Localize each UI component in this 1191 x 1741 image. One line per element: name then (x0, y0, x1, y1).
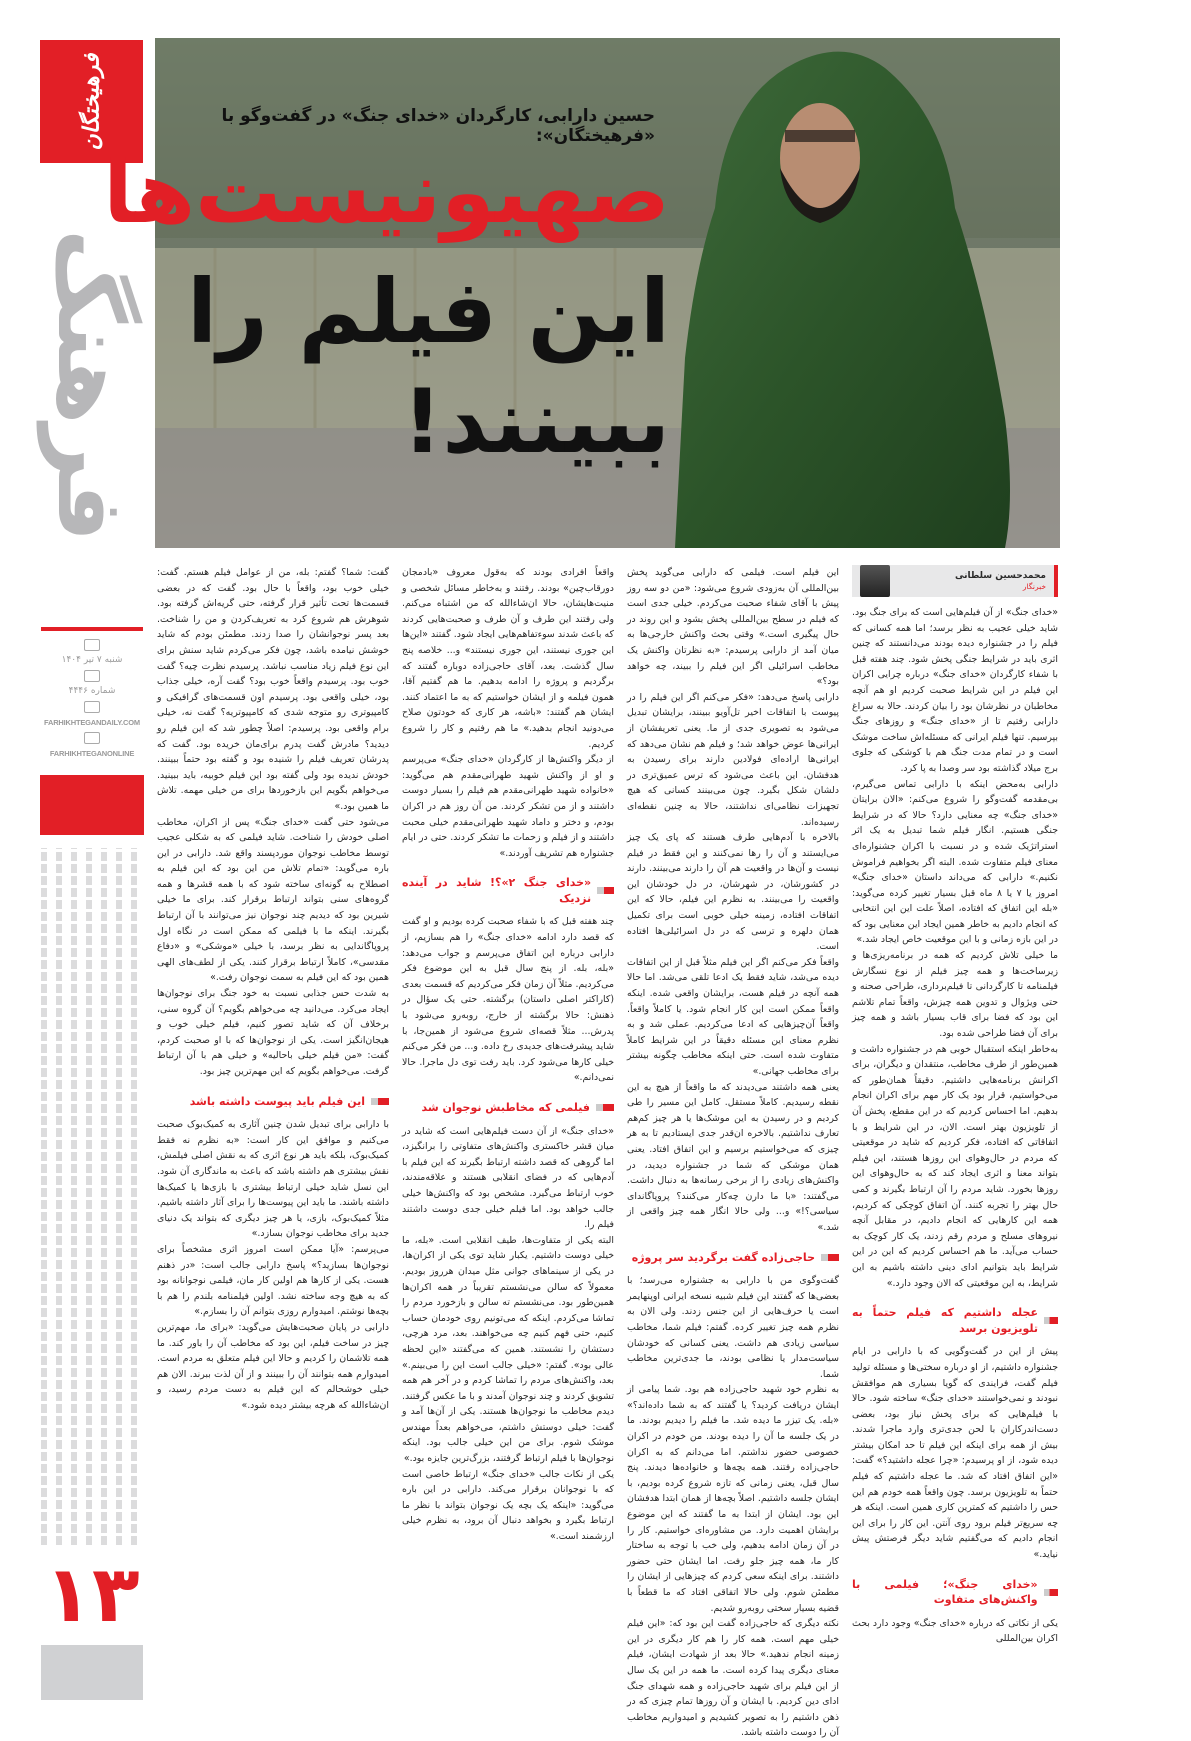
headline-line-3: ببینند! (402, 370, 670, 473)
article-column-2 (627, 565, 839, 1739)
paragraph: با دارابی برای تبدیل شدن چنین آثاری به کمیک‌بوک صحبت می‌کنیم و موافق این کار است: «به نظرم نه فقط کمیک‌بوک، بلکه باید هر نوع اثری که به نقش اصلی فیلمش، نقش بیشتری هم داشته باشد که باعث به ماندگاری آن شود. این نسل شاید خیلی ارتباط بیشتری با بازی‌ها یا کمیک‌ها داشته باشند. ما باید این پیوست‌ها را برای آثار داشته باشیم. مثلاً کمیک‌بوک، بازی، یا هر چیز دیگری که بتواند یک دنیای جدید برای مخاطب نوجوان بسازد.» (157, 1119, 389, 1240)
headline-line-2: این فیلم را (187, 260, 670, 363)
author-role: خبرنگار (1022, 582, 1046, 591)
subheading: این فیلم باید پیوست داشته باشد (157, 1094, 389, 1110)
paragraph: از دیگر واکنش‌ها از کارگردان «خدای جنگ» می‌پرسم و او از واکنش شهید طهرانی‌مقدم هم می‌گوید: «خانواده شهید طهرانی‌مقدم هم فیلم را بسیار دوست داشتند و از من تشکر کردند. من آن روز هم در اکران بودم، و دختر و داماد شهید طهرانی‌مقدم خیلی محبت داشتند و از فیلم و زحمات ما تشکر کردند. حتی در ایام جشنواره هم تشریف آوردند.» (402, 754, 614, 859)
section-title: فرهنگ (36, 228, 144, 542)
red-block (40, 775, 144, 835)
newspaper-logo: فرهیختگان (40, 40, 143, 163)
issue-date: شنبه ۷ تیر ۱۴۰۴ (61, 655, 123, 665)
article-column-3 (402, 565, 614, 1695)
paragraph: به شدت حس جذابی نسبت به خود جنگ برای نوجوان‌ها ایجاد می‌کرد. می‌دانید چه می‌خواهم بگویم؟ آن گروه سنی، برخلاف آن که شاید تصور کنیم، فیلم خیلی خوب و هیجان‌انگیز است. یکی از نوجوان‌ها که با او صحبت کردم، گفت: «من فیلم خیلی باحالیه» و خیلی هم با آن ارتباط گرفت. می‌خواهم بگویم که این مهم‌ترین چیز بود. (157, 988, 389, 1077)
paragraph: «خدای جنگ» از آن فیلم‌هایی است که برای جنگ بود. شاید خیلی عجیب به نظر برسد؛ اما همه کسانی که فیلم را در جشنواره دیده بودند می‌دانستند که چنین اثری باید در شرایط جنگی پخش شود. چند هفته قبل با شفاء کارگردان «خدای جنگ» درباره چرایی اکران این فیلم در این شرایط صحبت کردیم او هم آنچه مخاطبان در نظرشان بود را بیان کردند. حالا به سراغ دارابی رفتیم تا از «خدای جنگ» و روزهای جنگ بپرسیم. تنها فیلم ایرانی که مسئله‌اش ساخت موشک است و در تمام مدت جنگ هم با کوشکی که جلوی برج میلاد گذاشته بود سر وصدا به پا کرد. (852, 607, 1058, 774)
decorative-pattern (41, 848, 143, 1545)
paragraph: دارابی پاسخ می‌دهد: «فکر می‌کنم اگر این فیلم را در پیوست با اتفاقات اخیر تل‌آویو ببینند، برایشان تبدیل می‌شود به تصویری جدی از ما. یعنی تعریفشان از ایرانی‌ها عوض خواهد شد؛ و فیلم هم نشان می‌دهد که ایرانی‌ها اراده‌ای فولادین دارند برای رسیدن به هدفشان. این باعث می‌شود که ترس عمیق‌تری در دلشان شکل بگیرد. چون می‌بینند کسانی که هیچ تجهیزات نظامی‌ای نداشتند، حالا به چنین نقطه‌ای رسیده‌اند. (627, 691, 839, 828)
issue-number: شماره ۴۴۴۶ (68, 686, 116, 696)
paragraph: یعنی همه داشتند می‌دیدند که ما واقعاً از هیچ به این نقطه رسیدیم. کاملاً مستقل. کامل این مسیر را طی کردیم و در رسیدن به این موشک‌ها یا هر چیز کم‌هم تعارف نداشتیم. بالاخره ان‌قدر جدی ایستادیم تا به هر چیزی که می‌خواستیم برسیم و این اتفاق افتاد. یعنی همان موشکی که شما در جشنواره دیدید، در واکنش‌های زیادی را از برخی رسانه‌ها به دنبال داشت. می‌گفتند: «با ما دارن چه‌کار می‌کنند؟ پروپاگاندای سیاسی؟!» و... ولی حالا انگار همه چیز واقعی از شد.» (627, 1081, 839, 1233)
subheading: حاجی‌زاده گفت برگردید سر پروژه (627, 1250, 839, 1266)
paragraph: واقعاً افرادی بودند که به‌قول معروف «بادمجان دورقاب‌چین» بودند. رفتند و به‌خاطر مسائل شخصی و منیت‌هایشان، حالا ان‌شاءالله که من اشتباه می‌کنم. ولی رفتند این طرف و آن طرف و صحبت‌هایی کردند که باعث شدند سوءتفاهم‌هایی ایجاد شود. گفتند «این‌ها این جوری نیستند، این جوری نیستند» و... خلاصه پنج سال گذشت. بعد، آقای حاجی‌زاده دوباره گفتند که برگردیم و پروژه را ادامه بدهیم. ما هم گفتیم آقا، همون فیلمه و از ایشان خواستیم که به ما اعتماد کنند. ایشان هم گفتند: «باشه، هر کاری که خودتون صلاح می‌دونید انجام بدهید.» ما هم رفتیم و کار را شروع کردیم. (402, 567, 614, 750)
subheading: «خدای جنگ»؛ فیلمی با واکنش‌های متفاوت (852, 1577, 1058, 1608)
paragraph: گفت: شما؟ گفتم: بله، من از عوامل فیلم هستم. گفت: خیلی خوب بود، واقعاً با حال بود. گفت که در بعضی قسمت‌ها تحت تأثیر قرار گرفته، حتی گریه‌اش گرفته بود. شوهرش هم شروع کرد به تعریف‌کردن و من را شناخت. بعد پسر نوجوانشان را صدا زدند. مطمئن بودم که شاید خوشش نیامده باشد، چون فکر می‌کردم شاید سنش برای این نوع فیلم زیاد مناسب نباشد. پرسیدم نظرت چیه؟ گفت خوب بود. پرسیدم واقعاً خوب بود؟ گفت آره، خیلی جذاب بود، خیلی واقعی بود. پرسیدم اون قسمت‌های گرافیکی و کامپیوتری رو متوجه شدی که کامپیوتریه؟ گفت نه، خیلی برام واقعی بود. پرسیدم: اصلاً چطور شد که این فیلم رو دیدید؟ مادرش گفت پدرم برای‌مان خریده بود. گفت که پدرشان تعریف فیلم را شنیده بود و گفته بود حتماً ببینند. خودش ندیده بود ولی گفته بود این فیلم خوبیه، باید ببینید. می‌خواهم بگویم این بازخوردها برای من خیلی مهمه. تلاش ما همین بود.» (157, 567, 389, 812)
paragraph: گفت‌وگوی من با دارابی به جشنواره می‌رسد؛ با بعضی‌ها که گفتند این فیلم شبیه نسخه ایرانی اوپنهایمر است یا حرف‌هایی از این جنس زدند. ولی الان به نظرم همه چیز تغییر کرده. گفتم: فیلم شما، مخاطب سیاسی زیادی هم داشت. یعنی کسانی که خودشان سیاست‌مدار یا نظامی بودند، ما جدی‌ترین مخاطب شما. (627, 1275, 839, 1380)
paragraph: بالاخره با آدم‌هایی طرف هستند که پای یک چیز می‌ایستند و آن را رها نمی‌کنند و این فقط در فیلم نیست و آن‌ها در واقعیت هم آن را دارند می‌بینند. دارند در کشورشان، در شهرشان، در دل خودشان این واقعیت را می‌بینند. به نظرم این فیلم، حالا که این اتفاقات افتاده، زمینه خیلی خوبی است برای تکمیل همان دلهره و ترسی که در دل اسرائیلی‌ها افتاده است. (627, 832, 839, 953)
gray-block (41, 1645, 143, 1700)
subheading: عجله داشتیم که فیلم حتماً به تلویزیون برسد (852, 1305, 1058, 1336)
social-handle[interactable]: FARHIKHTEGANONLINE (49, 749, 135, 758)
paragraph: می‌شود حتی گفت «خدای جنگ» پس از اکران، مخاطب اصلی خودش را شناخت. شاید فیلمی که به شکلی عجیب توسط مخاطب نوجوان موردپسند واقع شد. دارابی در این باره می‌گوید: «تمام تلاش من این بود که این فیلم به اصطلاح به گونه‌ای ساخته شود که با همه قشرها و همه گروه‌های سنی بتواند ارتباط برقرار کند. برای ما خیلی شیرین بود که دیدیم چند نوجوان نیز می‌توانند با آن ارتباط بگیرند. اینکه ما با فیلمی که ممکن است در نگاه اول پروپاگاندایی به نظر برسد، با خیلی «موشکی» و «دفاع مقدسی»، کاملاً ارتباط برقرار کنند. یکی از لطف‌های الهی همین بود که این فیلم به سمت نوجوان رفت.» (157, 816, 389, 984)
subheading: فیلمی که مخاطبش نوجوان شد (402, 1100, 614, 1116)
issue-icon (84, 670, 100, 682)
article-column-1 (852, 565, 1058, 1695)
paragraph: به نظرم خود شهید حاجی‌زاده هم بود. شما پیامی از ایشان دریافت کردید؟ یا گفتند که به شما داده‌اند؟» «بله. یک تیزر ما دیده شد. ما فیلم را دیدیم بودند. ما در یک جلسه ما آن را دیده بودند. من خودم در اکران خصوصی حضور نداشتم. اما می‌دانم که به اکران حاجی‌زاده رفتند. همه بچه‌ها و خانواده‌ها دیدند. پنج سال قبل، یعنی زمانی که تازه شروع کرده بودیم، با ایشان جلسه داشتیم. اصلاً بچه‌ها از همان ابتدا هدفشان این بود. ایشان از ابتدا به ما گفتند که این موضوع برایشان اهمیت دارد. من مشاوره‌ای خواستیم. کار را در آن زمان ادامه بدهیم، ولی خب با توجه به ساختار کار ما، همه چیز جلو رفت. اما ایشان حتی حضور داشتند. برای اینکه سعی کردم که چیزهایی از ایشان را مطمئن شوم. ولی حالا اتفاقی افتاد که ما قطعاً با قضیه بسیار سختی روبه‌رو شدیم. (627, 1384, 839, 1614)
article-column-4 (157, 565, 389, 1695)
author-box (852, 565, 1058, 597)
paragraph: پیش از این در گفت‌وگویی که با دارابی در ایام جشنواره داشتیم، از او درباره سختی‌ها و مسئله تولید فیلم گفت، فرایندی که گویا بسیاری هم موافقش نبودند و نمی‌خواستند «خدای جنگ» ساخته شود. حالا با فیلم‌هایی که برای پخش نیاز بود، بعضی دست‌اندرکاران با لحن جدی‌تری وارد ماجرا شدند. بیش از همه برای اینکه این فیلم تا حد امکان بیشتر دیده شود، از او پرسیدم: «چرا عجله داشتید؟» گفت: «این اتفاق افتاد که شد. ما عجله داشتیم که فیلم حتماً به تلویزیون برسد. چون واقعاً همه خودم هم این حس را داشتیم که کمترین کاری همین است. اینکه هر چه سریع‌تر فیلم برود روی آنتن. این کار را برای این انجام دادیم که می‌گفتیم شاید دیگر فرصتش پیش نیاید.» (852, 1346, 1058, 1561)
website-link[interactable]: FARHIKHTEGANDAILY.COM (44, 718, 140, 727)
paragraph: چند هفته قبل که با شفاء صحبت کرده بودیم و او گفت که قصد دارد ادامه «خدای جنگ» را هم بسازیم، از دارابی درباره این اتفاق می‌پرسم و جواب می‌دهد: «بله، بله. از پنج سال قبل به این موضوع فکر می‌کردیم. مثلاً آن زمان فکر می‌کردیم که قسمت بعدی (کاراکتر اصلی داستان) برگشته. حتی یک سؤال در ذهنش: حالا برگشته از خارج، روبه‌رو می‌شود با پدرش... مثلاً قصه‌ای شروع می‌شود از همین‌جا، با شاید پیشرفت‌های جدیدی رخ داده. و... من فکر می‌کنم خیلی کارها می‌شود کرد. باید رفت توی دل ماجرا. حالا نمی‌دانم.» (402, 916, 614, 1084)
paragraph: «خدای جنگ» از آن دست فیلم‌هایی است که شاید در میان قشر خاکستری واکنش‌های متفاوتی را برانگیزد، اما گروهی که قصد داشته ارتباط بگیرند که این فیلم با آدم‌هایی که در فضای انقلابی هستند و علاقه‌مندند، خوب ارتباط می‌گیرد. مشخص بود که واکنش‌ها خیلی جالب خواهد بود. اما فیلم خیلی جدی دوست داشتند فیلم را. (402, 1125, 614, 1231)
article-kicker: حسین دارابی، کارگردان «خدای جنگ» در گفت‌وگو با «فرهیختگان»: (221, 106, 655, 146)
issue-meta (40, 636, 144, 760)
paragraph: این فیلم است. فیلمی که دارابی می‌گوید پخش بین‌المللی آن به‌زودی شروع می‌شود: «من دو سه روز پیش با آقای شفاء صحبت می‌کردم. خیلی جدی است که فیلم در سطح بین‌المللی پخش بشود و این روند در حال پیگیری است.» وقتی بحث واکنش خارجی‌ها به میان آمد از دارابی پرسیدم: «به نظرتان واکنش یک مخاطب اسرائیلی اگر این فیلم را ببیند، چه خواهد بود؟» (627, 567, 839, 688)
social-icon (84, 732, 100, 744)
subheading: «خدای جنگ ۲»؟! شاید در آینده نزدیک (402, 875, 614, 906)
paragraph: نکته دیگری که حاجی‌زاده گفت این بود که: «این فیلم خیلی مهم است. همه کار را هم کار دیگری در این زمینه انجام ندهید.» حالا بعد از شهادت ایشان، فیلم معنای دیگری پیدا کرده است. ما همه در این یک سال از این فیلم برای شهید حاجی‌زاده و همه شهدای جنگ ادای دین کردیم. با ایشان و آن روزها تمام چیزی که در ذهن داشتیم را به تصویر کشیدیم و امیدواریم مخاطب آن را دوست داشته باشد. (627, 1618, 839, 1739)
paragraph: دارابی به‌محض اینکه با دارابی تماس می‌گیرم، بی‌مقدمه گفت‌وگو را شروع می‌کنم: «الان برایتان «خدای جنگ» چه معنایی دارد؟ حالا که در شرایط جنگی هستیم. انگار فیلم شما تبدیل به یک اثر استراتژیک شده و در نسبت با اکران جشنواره‌ای معنای فیلم متفاوت شده. البته اگر بخواهیم فراموش نکنیم.» دارابی که می‌داند داستان «خدای جنگ» امروز یا ۷ یا ۸ ماه قبل بسیار تغییر کرده می‌گوید: «بله این اتفاق که افتاده، اصلاً علت این این انتخابی که انجام دادیم به خاطر همین ایجاد این معنایی بود که در این بازه زمانی و با این موقعیت خاص ایجاد شد.» (852, 778, 1058, 946)
author-text (955, 571, 1046, 591)
calendar-icon (84, 639, 100, 651)
divider (41, 627, 143, 631)
author-avatar (860, 565, 890, 597)
page-number: ۱۳ (44, 1550, 140, 1640)
paragraph: یکی از نکاتی که درباره «خدای جنگ» وجود دارد بحث اکران بین‌المللی (852, 1617, 1058, 1645)
author-name: محمدحسین سلطانی (955, 571, 1046, 581)
paragraph: می‌پرسم: «آیا ممکن است امروز اثری مشخصاً برای نوجوان‌ها بسازید؟» پاسخ دارابی جالب است: «در ذهنم هست. یکی از کارها هم اولین کار مان، فیلمی نوجوانانه بود که به هیچ وجه ساخته نشد. اولین فیلمنامه بلندم را هم با بچه‌ها نوشتم. امیدوارم روزی بتوانم آن را بسازم.» (157, 1243, 389, 1318)
headline-red: صهیونیست‌ها (103, 143, 670, 243)
paragraph: دارابی در پایان صحبت‌هایش می‌گوید: «برای ما، مهم‌ترین چیز در ساخت فیلم، این بود که مخاطب آن را باور کند. ما همه تلاشمان را کردیم و حالا این فیلم متعلق به مردم است. امیدوارم همه بتوانند آن را ببینند و از آن لذت ببرند. الان هم خیلی خوشحالم که این فیلم به دست مردم رسید، و ان‌شاءالله که هرچه بیشتر دیده شود.» (157, 1321, 389, 1411)
paragraph: ما خیلی تلاش کردیم که همه در برنامه‌ریزی‌ها و زیرساخت‌ها و همه چیز فیلم از نوع نسگارش فیلمنامه تا کارگردانی تا فیلم‌برداری، طراحی صحنه و حتی ویژوال و تدوین همه چیزش، واقعاً تمام تلاشم این بود که فضا برای قاب بسیار باشد و همه چیز برای آن فضا طراحی شده بود. (852, 950, 1058, 1040)
paragraph: به‌خاطر اینکه استقبال خوبی هم در جشنواره داشت و همین‌طور از طرف مخاطب، منتقدان و دیگران، برای اکرانش برنامه‌هایی داشتیم. دقیقاً همان‌طور که می‌خواستیم، قرار بود یک کار مهم برای اکران انجام بدهیم. اما احساس کردیم که در این مقطع، پخش آن از تلویزیون بهتر است. الان، در این شرایط و با اتفاقاتی که افتاده، فکر کردیم که شاید در موقعیتی که مردم در حال‌وهوای این روزها هستند، این فیلم بتواند معنا و اثری ایجاد کند که به حال‌وهوای این روزها بخورد. شاید مردم را آن ارتباط بگیرند و کمی حال بهتر را تجربه کنند. آن اتفاق کوچکی که کردیم، همه این کارهایی که انجام دادیم، در مقابل آنچه نیروهای مسلح و مردم رقم زدند، یک کار کوچک به حساب می‌آید. ما هم احساس کردیم که این در این شرایط باید بتوانیم ادای دینی داشته باشیم به این شرایط، به این موقعیتی که الان وجود دارد.» (852, 1043, 1058, 1289)
paragraph: یکی از نکات جالب «خدای جنگ» ارتباط خاصی است که با نوجوانان برقرار می‌کند. دارابی در این باره می‌گوید: «اینکه یک بچه یک نوجوان بتواند با نظر ما ارتباط بگیرد و بخواهد دنبال آن برود، به نظرم خیلی ارزشمند است.» (402, 1468, 614, 1543)
web-icon (84, 701, 100, 713)
paragraph: واقعاً فکر می‌کنم اگر این فیلم مثلاً قبل از این اتفاقات دیده می‌شد، شاید فقط یک ادعا تلقی می‌شد. اما حالا همه آنچه در فیلم هست، برایشان واقعی شده. اینکه واقعاً ممکن است این کار انجام شود. یا کاملاً واقعاً. واقعاً آن‌چیزهایی که ادعا می‌کردیم. عملی شد و به نظرم معنای این مسئله دقیقاً در این شرایط کاملاً متفاوت شده است. حتی اینکه مخاطب چگونه بیشتر برای مخاطب جهانی.» (627, 956, 839, 1077)
paragraph: البته یکی از متفاوت‌ها، طیف انقلابی است. «بله، ما خیلی دوست داشتیم. یکبار شاید توی یکی از اکران‌ها، در یکی از سینماهای جوانی مثل میدان هرروز بودیم. معمولاً که سالن می‌نشستم تقریباً در همه اکران‌ها همین‌طور بود. می‌نشستم ته سالن و بازخورد مردم را تماشا می‌کردم. اینکه که می‌تونیم روی خودمان حساب کنیم، حتی فهم کنیم چه می‌خواهند. بعد، مرد هرچی، دستشان را نشستند. همین که می‌گفتند «این لحظه عالی بود». گفتم: «خیلی جالب است این را می‌بینم.» بعد، واکنش‌های مردم را تماشا کردم و در آخر هم همه تشویق کردند و چند نوجوان آمدند و با ما عکس گرفتند. دیدم مخاطب ما نوجوان‌ها هستند. یکی از آن‌ها آمد و گفت: خیلی دوستش داشتم، می‌خواهم بعداً مهندس موشک شوم. برای من این خیلی جالب بود. اینکه نوجوان‌ها با فیلم ارتباط گرفتند، بزرگ‌ترین جایزه بود.» (402, 1234, 614, 1465)
